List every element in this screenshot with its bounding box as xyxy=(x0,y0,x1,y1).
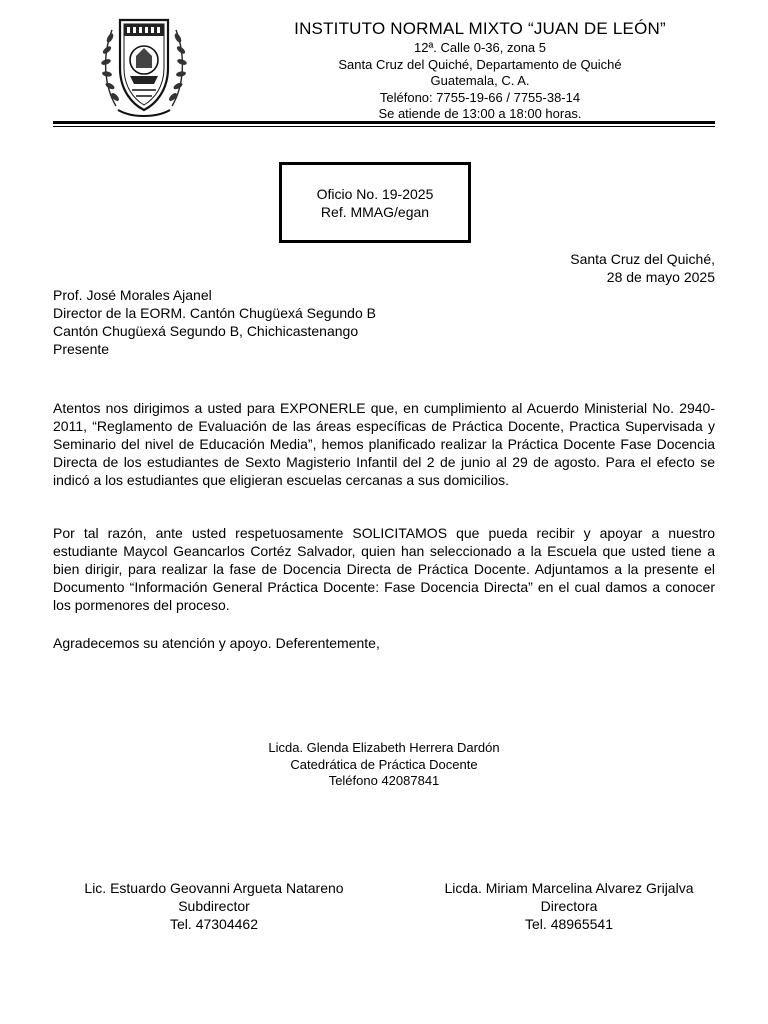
signature-teacher xyxy=(184,740,584,790)
date-place: Santa Cruz del Quiché, xyxy=(570,251,715,267)
country-line: Guatemala, C. A. xyxy=(430,73,530,88)
city-line: Santa Cruz del Quiché, Departamento de Quiché xyxy=(338,56,622,72)
signature-director xyxy=(399,879,739,933)
recipient-block xyxy=(53,286,376,358)
recipient-closing: Presente xyxy=(53,341,110,357)
address-line: 12ª. Calle 0-36, zona 5 xyxy=(413,40,546,55)
date-value: 28 de mayo 2025 xyxy=(606,269,715,285)
recipient-name: Prof. José Morales Ajanel xyxy=(53,287,212,303)
body-paragraph-1: Atentos nos dirigimos a usted para EXPONERLE que, en cumplimiento al Acuerdo Ministerial No. 2940-2011, “Reglamento de Evaluación de las áreas específicas de Práctica Docente, Practica Supervisada y Seminario del nivel de Educación Media”, hemos planificado realizar la Práctica Docente Fase Docencia Directa de los estudiantes de Sexto Magisterio Infantil del 2 de junio al 29 de agosto. Para el efecto se indicó a los estudiantes que eligieran escuelas cercanas a sus domicilios. xyxy=(53,400,715,488)
signature-name: Lic. Estuardo Geovanni Argueta Natareno xyxy=(84,880,344,896)
body-paragraph-2: Por tal razón, ante usted respetuosamente SOLICITAMOS que pueda recibir y apoyar a nuestro estudiante Maycol Geancarlos Cortéz Salvador, quien han seleccionado a la Escuela que usted tiene a bien dirigir, para realizar la fase de Docencia Directa de Práctica Docente. Adjuntamos a la presente el Documento “Información General Práctica Docente: Fase Docencia Directa” en el cual damos a conocer los pormenores del proceso. xyxy=(53,525,715,613)
oficio-number: Oficio No. 19-2025 xyxy=(316,185,434,202)
signature-role: Subdirector xyxy=(178,898,250,914)
signature-name: Licda. Miriam Marcelina Alvarez Grijalva xyxy=(444,880,694,896)
body-paragraph-3: Agradecemos su atención y apoyo. Deferentemente, xyxy=(53,635,380,651)
oficio-ref: Ref. MMAG/egan xyxy=(320,203,430,220)
recipient-title: Director de la EORM. Cantón Chugüexá Segundo B xyxy=(53,305,376,321)
signature-role: Directora xyxy=(540,898,598,914)
signature-phone: Tel. 48965541 xyxy=(525,916,613,932)
letter-date xyxy=(570,250,715,286)
institution-crest-icon xyxy=(98,6,190,118)
signature-subdirector xyxy=(44,879,384,933)
signature-role: Catedrática de Práctica Docente xyxy=(290,756,478,772)
header-divider-thick xyxy=(53,121,715,124)
oficio-reference-box xyxy=(279,162,471,243)
recipient-location: Cantón Chugüexá Segundo B, Chichicastenango xyxy=(53,323,359,339)
letterhead xyxy=(220,18,740,123)
institution-name: INSTITUTO NORMAL MIXTO “JUAN DE LEÓN” xyxy=(294,19,666,38)
signature-name: Licda. Glenda Elizabeth Herrera Dardón xyxy=(268,740,500,755)
signature-phone: Tel. 47304462 xyxy=(170,916,258,932)
phone-line: Teléfono: 7755-19-66 / 7755-38-14 xyxy=(379,89,581,105)
header-divider-thin xyxy=(53,126,715,127)
hours-line: Se atiende de 13:00 a 18:00 horas. xyxy=(378,106,582,121)
signature-phone: Teléfono 42087841 xyxy=(328,773,440,788)
